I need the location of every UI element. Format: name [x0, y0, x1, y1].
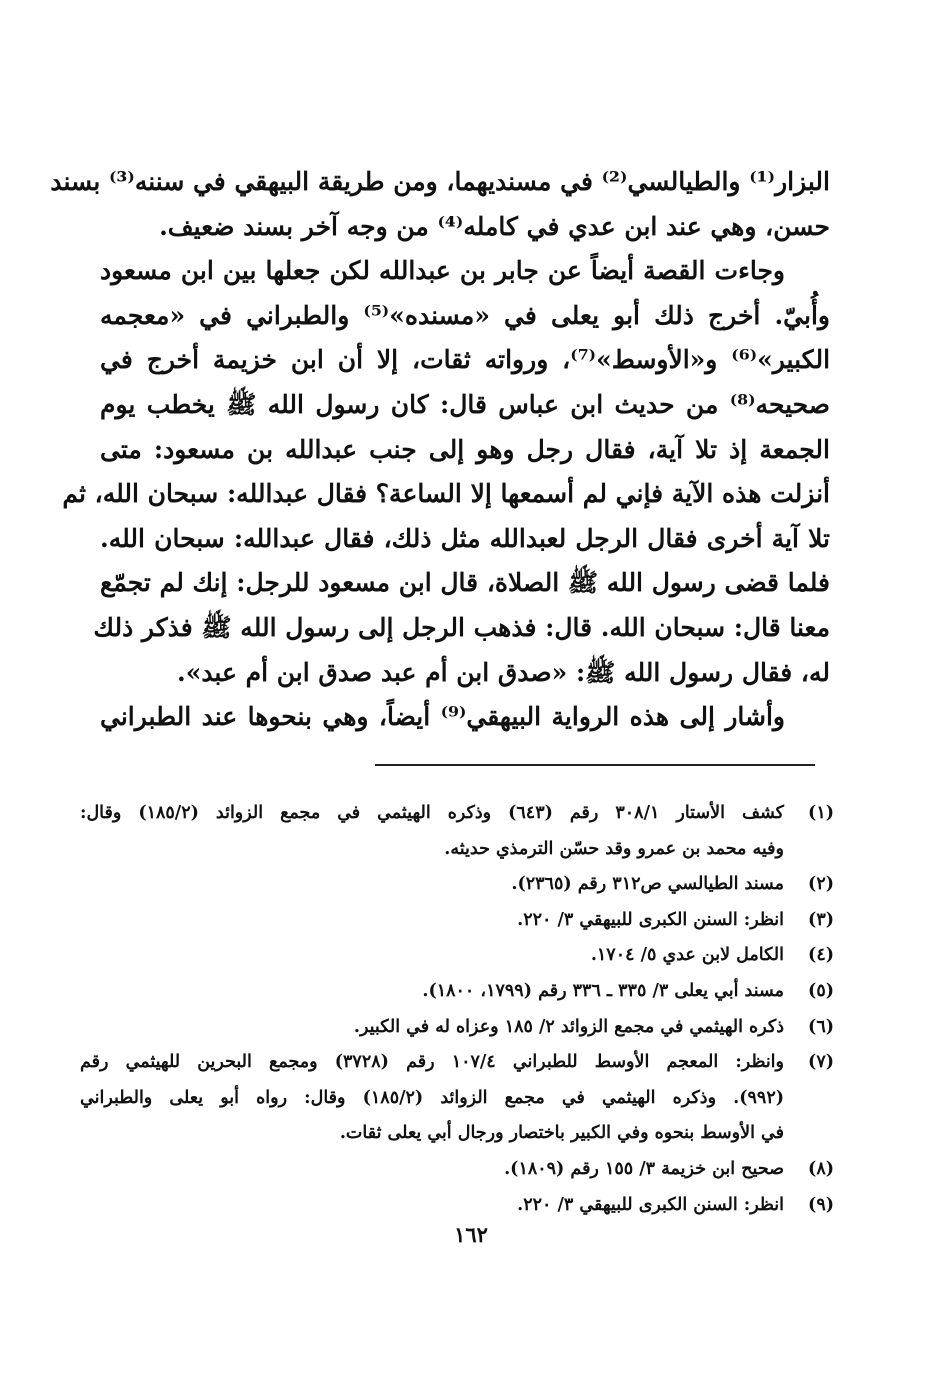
footnote-item	[80, 796, 840, 867]
footnote-text	[80, 938, 784, 974]
footnote-number: (٩)	[808, 1194, 834, 1215]
footnote-number: (٣)	[808, 909, 834, 930]
footnote-item	[80, 1010, 840, 1046]
footnote-line: ذكره الهيثمي في مجمع الزوائد ٢/ ١٨٥ وعزاه له في الكبير.	[353, 1016, 784, 1037]
text-line: فلما قضى رسول الله ﷺ الصلاة، قال ابن مسعود للرجل: إنك لم تجمّع	[100, 568, 830, 598]
footnote-line: في الأوسط بنحوه وفي الكبير باختصار ورجال أبي يعلى ثقات.	[339, 1123, 784, 1144]
footnote-line: كشف الأستار ٣٠٨/١ رقم (٦٤٣) وذكره الهيثمي في مجمع الزوائد (١٨٥/٢) وقال:	[80, 803, 785, 823]
text-line: الكبير»⁽⁶⁾ و«الأوسط»⁽⁷⁾، ورواته ثقات، إلا أن ابن خزيمة أخرج في	[100, 345, 831, 375]
footnote-item	[80, 938, 840, 974]
footnote-text	[80, 903, 784, 939]
footnote-number: (٧)	[808, 1052, 834, 1073]
footnotes-section	[80, 796, 840, 1223]
page-number: ١٦٢	[454, 1222, 488, 1247]
text-line: البزار⁽¹⁾ والطيالسي⁽²⁾ في مسنديهما، ومن طريقة البيهقي في سننه⁽³⁾ بسند	[50, 167, 830, 196]
footnote-item	[80, 867, 840, 903]
footnote-separator	[375, 764, 815, 766]
footnote-item	[80, 1045, 840, 1152]
text-line: معنا قال: سبحان الله. قال: فذهب الرجل إلى رسول الله ﷺ فذكر ذلك	[93, 612, 830, 642]
footnote-item	[80, 1188, 840, 1224]
footnote-line: وفيه محمد بن عمرو وقد حسّن الترمذي حديثه.	[444, 838, 784, 859]
footnote-text	[80, 1152, 784, 1188]
footnote-line: الكامل لابن عدي ٥/ ١٧٠٤.	[590, 945, 784, 966]
footnote-line: انظر: السنن الكبرى للبيهقي ٣/ ٢٢٠.	[517, 909, 784, 930]
footnote-number: (٦)	[808, 1016, 834, 1037]
footnote-text	[80, 796, 784, 867]
footnote-line: صحيح ابن خزيمة ٣/ ١٥٥ رقم (١٨٠٩).	[504, 1158, 784, 1179]
footnote-number: (١)	[808, 803, 834, 823]
footnote-item	[80, 1152, 840, 1188]
footnote-number: (٨)	[808, 1158, 834, 1179]
footnote-line: مسند أبي يعلى ٣/ ٣٣٥ ـ ٣٣٦ رقم (١٧٩٩، ١٨٠٠).	[422, 980, 784, 1001]
footnote-line: مسند الطيالسي ص٣١٢ رقم (٢٣٦٥).	[511, 874, 784, 895]
footnote-number: (٢)	[808, 874, 834, 895]
text-line: حسن، وهي عند ابن عدي في كامله⁽⁴⁾ من وجه آخر بسند ضعيف.	[159, 211, 830, 241]
footnote-number: (٥)	[808, 980, 834, 1001]
text-line: أنزلت هذه الآية فإني لم أسمعها إلا الساعة؟ فقال عبدالله: سبحان الله، ثم	[62, 479, 830, 509]
footnote-line: وانظر: المعجم الأوسط للطبراني ١٠٧/٤ رقم (٣٧٢٨) ومجمع البحرين للهيثمي رقم	[80, 1052, 784, 1073]
footnote-text	[80, 974, 784, 1010]
footnote-line: (٩٩٢). وذكره الهيثمي في مجمع الزوائد (١٨٥/٢) وقال: رواه أبو يعلى والطبراني	[80, 1087, 785, 1108]
footnote-item	[80, 974, 840, 1010]
footnote-text	[80, 1045, 784, 1152]
footnote-text	[80, 1010, 784, 1046]
text-line: وأُبيّ. أخرج ذلك أبو يعلى في «مسنده»⁽⁵⁾ والطبراني في «معجمه	[100, 300, 830, 330]
body-text	[50, 160, 831, 740]
footnote-text	[80, 1188, 784, 1224]
text-line: الجمعة إذ تلا آية، فقال رجل وهو إلى جنب عبدالله بن مسعود: متى	[100, 434, 830, 464]
footnote-item	[80, 903, 840, 939]
text-line: صحيحه⁽⁸⁾ من حديث ابن عباس قال: كان رسول الله ﷺ يخطب يوم	[100, 389, 830, 419]
text-line: وجاءت القصة أيضاً عن جابر بن عبدالله لكن جعلها بين ابن مسعود	[100, 256, 785, 286]
text-line: له، فقال رسول الله ﷺ: «صدق ابن أم عبد صدق ابن أم عبد».	[176, 657, 830, 687]
text-line: وأشار إلى هذه الرواية البيهقي⁽⁹⁾ أيضاً، وهي بنحوها عند الطبراني	[100, 702, 785, 732]
footnote-number: (٤)	[808, 945, 834, 966]
footnote-text	[80, 867, 784, 903]
text-line: تلا آية أخرى فقال الرجل لعبدالله مثل ذلك، فقال عبدالله: سبحان الله.	[100, 523, 830, 553]
main-text-block	[50, 160, 831, 740]
footnote-line: انظر: السنن الكبرى للبيهقي ٣/ ٢٢٠.	[517, 1194, 784, 1215]
